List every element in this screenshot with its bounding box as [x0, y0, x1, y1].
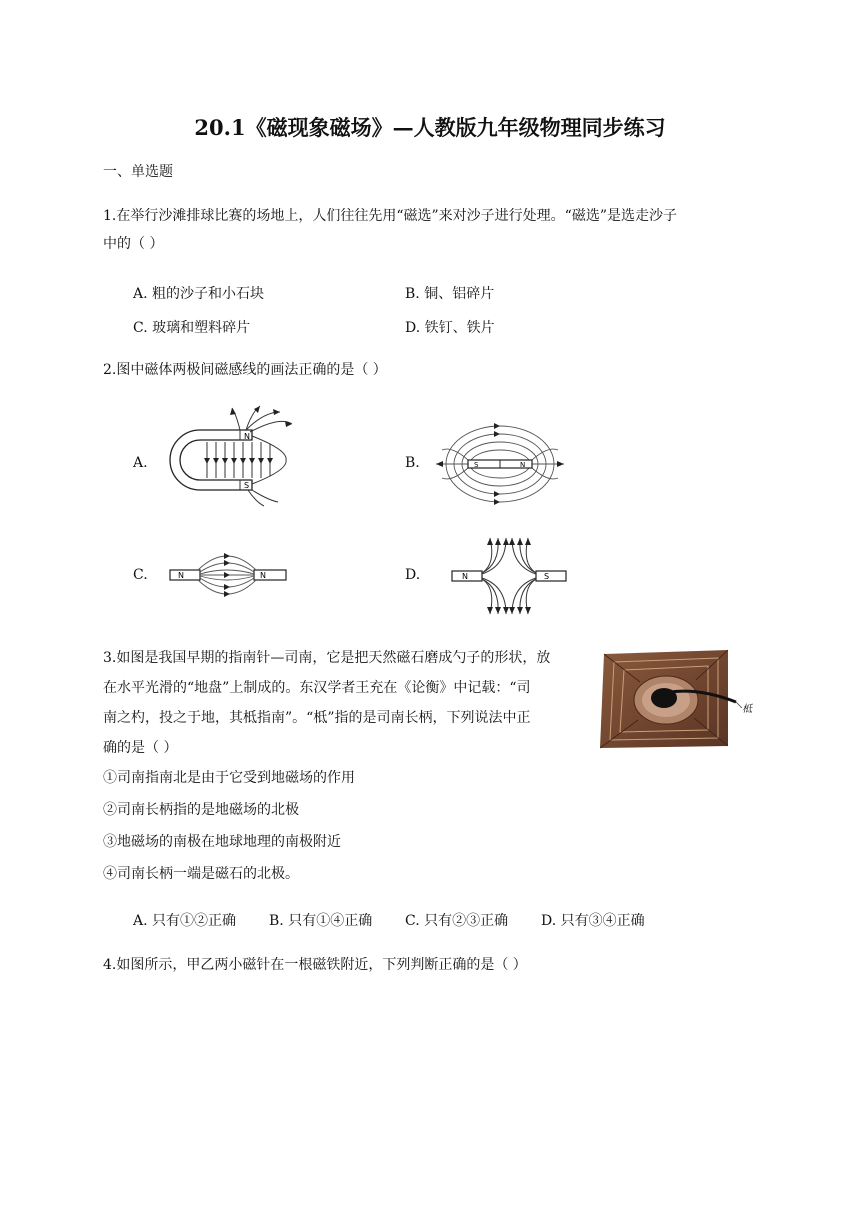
q1-text-line2: 中的（ ）: [103, 236, 164, 252]
q2-figure-b: [432, 416, 568, 512]
page-title: 20.1《磁现象磁场》—人教版九年级物理同步练习: [194, 115, 666, 140]
q1-option-d[interactable]: D. 铁钉、铁片: [405, 320, 495, 336]
q2b-pole-n: N: [520, 461, 526, 469]
q2-figure-c: [168, 540, 292, 612]
q3-statement-3: ③地磁场的南极在地球地理的南极附近: [103, 834, 341, 850]
q3-text-line1: 3.如图是我国早期的指南针—司南，它是把天然磁石磨成勺子的形状，放: [103, 650, 551, 666]
q2d-pole-s: S: [544, 572, 550, 581]
q3-statement-1: ①司南指南北是由于它受到地磁场的作用: [103, 770, 355, 786]
q3-option-c[interactable]: C. 只有②③正确: [405, 913, 509, 929]
q1-text-line1: 1.在举行沙滩排球比赛的场地上，人们往往先用“磁选”来对沙子进行处理。“磁选”是选走沙子: [103, 208, 677, 224]
sinan-handle-label: 柢: [742, 704, 752, 715]
q3-option-a[interactable]: A. 只有①②正确: [133, 913, 237, 929]
q3-text-line4: 确的是（ ）: [103, 740, 178, 756]
q3-option-d[interactable]: D. 只有③④正确: [541, 913, 645, 929]
q2-figure-d: [450, 534, 570, 618]
q1-option-c[interactable]: C. 玻璃和塑料碎片: [133, 320, 251, 336]
q3-statement-2: ②司南长柄指的是地磁场的北极: [103, 802, 299, 818]
q2-option-a[interactable]: A.: [133, 455, 148, 471]
q3-option-b[interactable]: B. 只有①④正确: [269, 913, 373, 929]
q2c-pole-n-left: N: [178, 571, 184, 580]
q1-option-a[interactable]: A. 粗的沙子和小石块: [133, 286, 265, 302]
q1-option-b[interactable]: B. 铜、铝碎片: [405, 286, 495, 302]
q2a-pole-n: N: [244, 432, 250, 441]
q4-text: 4.如图所示，甲乙两小磁针在一根磁铁附近，下列判断正确的是（ ）: [103, 957, 527, 973]
q2-option-c[interactable]: C.: [133, 567, 148, 583]
q2-option-d[interactable]: D.: [405, 567, 421, 583]
q3-statement-4: ④司南长柄一端是磁石的北极。: [103, 866, 299, 882]
q2d-pole-n: N: [462, 572, 468, 581]
q2b-pole-s: S: [474, 461, 479, 469]
section-heading: 一、单选题: [103, 164, 173, 180]
q3-text-line3: 南之杓，投之于地，其柢指南”。“柢”指的是司南长柄，下列说法中正: [103, 710, 531, 726]
q2a-pole-s: S: [244, 481, 250, 490]
q2c-pole-n-right: N: [260, 571, 266, 580]
q2-figure-a: [160, 402, 300, 510]
sinan-compass-image: [600, 646, 760, 750]
q3-text-line2: 在水平光滑的“地盘”上制成的。东汉学者王充在《论衡》中记载：“司: [103, 680, 531, 696]
q2-text: 2.图中磁体两极间磁感线的画法正确的是（ ）: [103, 362, 387, 378]
q2-option-b[interactable]: B.: [405, 455, 420, 471]
